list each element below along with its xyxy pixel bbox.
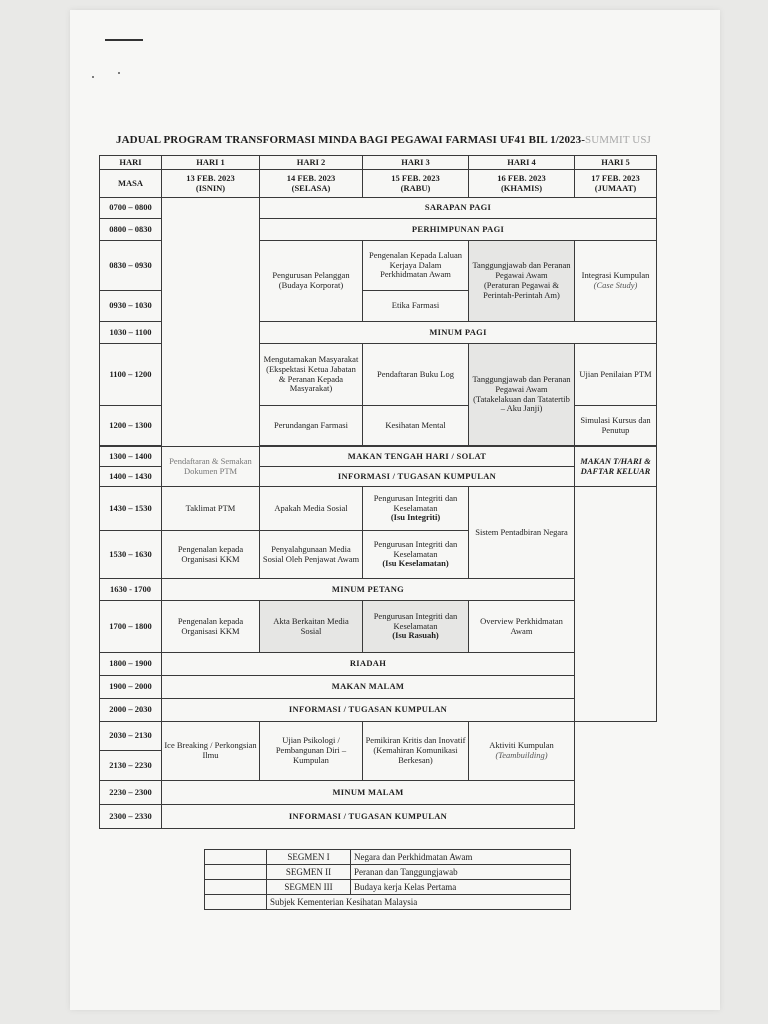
legend-swatch [205,865,267,880]
session-d3-1100: Pendaftaran Buku Log [363,344,469,406]
day-4-date: 16 FEB. 2023 (KHAMIS) [469,170,575,198]
session-d3-1430: Pengurusan Integriti dan Keselamatan (Isu Integriti) [363,487,469,531]
session-d3-0930: Etika Farmasi [363,291,469,322]
legend-swatch [205,850,267,865]
day-1-date: 13 FEB. 2023 (ISNIN) [162,170,260,198]
session-d1-1430: Taklimat PTM [162,487,260,531]
time-slot: 2130 – 2230 [100,751,162,781]
day-5-name: HARI 5 [575,156,657,170]
session-d4-1430: Sistem Pentadbiran Negara [469,487,575,579]
legend-desc: Budaya kerja Kelas Pertama [351,880,571,895]
session-d4-2030: Aktiviti Kumpulan (Teambuilding) [469,722,575,781]
schedule-table [99,155,657,829]
legend-code: SEGMEN II [267,865,351,880]
session-d4-0830: Tanggungjawab dan Peranan Pegawai Awam (Peraturan Pegawai & Perintah-Perintah Am) [469,241,575,322]
time-slot: 2300 – 2330 [100,805,162,829]
title-venue: SUMMIT USJ [585,134,651,146]
band-minum-petang: MINUM PETANG [162,579,575,601]
masa-label: MASA [100,170,162,198]
day-1-empty-morning [162,198,260,447]
band-informasi-2000: INFORMASI / TUGASAN KUMPULAN [162,699,575,722]
pen-mark [105,39,143,41]
segment-legend [204,849,571,910]
session-d1-2030: Ice Breaking / Perkongsian Ilmu [162,722,260,781]
session-d5-1300: MAKAN T/HARI & DAFTAR KELUAR [575,447,657,487]
band-informasi-2300: INFORMASI / TUGASAN KUMPULAN [162,805,575,829]
legend-code: SEGMEN III [267,880,351,895]
speck [118,72,120,74]
time-slot: 1630 - 1700 [100,579,162,601]
band-informasi-1400: INFORMASI / TUGASAN KUMPULAN [260,467,575,487]
time-slot: 1400 – 1430 [100,467,162,487]
session-d1-1300: Pendaftaran & Semakan Dokumen PTM [162,447,260,487]
blank-area [575,722,657,829]
speck [92,76,94,78]
time-slot: 1200 – 1300 [100,406,162,446]
time-slot: 1300 – 1400 [100,447,162,467]
session-d1-1530: Pengenalan kepada Organisasi KKM [162,531,260,579]
day-2-name: HARI 2 [260,156,363,170]
session-d3-1530: Pengurusan Integriti dan Keselamatan (Isu Keselamatan) [363,531,469,579]
band-perhimpunan: PERHIMPUNAN PAGI [260,219,657,241]
session-d2-1530: Penyalahgunaan Media Sosial Oleh Penjawat Awam [260,531,363,579]
time-slot: 2000 – 2030 [100,699,162,722]
day-5-date: 17 FEB. 2023 (JUMAAT) [575,170,657,198]
band-minum-malam: MINUM MALAM [162,781,575,805]
time-slot: 1700 – 1800 [100,601,162,653]
session-d5-1100: Ujian Penilaian PTM [575,344,657,406]
time-slot: 1800 – 1900 [100,653,162,676]
legend-desc: Peranan dan Tanggungjawab [351,865,571,880]
session-d4-1700: Overview Perkhidmatan Awam [469,601,575,653]
time-slot: 2030 – 2130 [100,722,162,751]
day-3-name: HARI 3 [363,156,469,170]
band-minum-pagi: MINUM PAGI [260,322,657,344]
legend-desc: Negara dan Perkhidmatan Awam [351,850,571,865]
day-4-name: HARI 4 [469,156,575,170]
document-title [116,134,651,146]
band-sarapan: SARAPAN PAGI [260,198,657,219]
legend-swatch [205,880,267,895]
day-2-date: 14 FEB. 2023 (SELASA) [260,170,363,198]
session-d2-1700: Akta Berkaitan Media Sosial [260,601,363,653]
session-d2-1430: Apakah Media Sosial [260,487,363,531]
day-1-name: HARI 1 [162,156,260,170]
session-d3-0830: Pengenalan Kepada Laluan Kerjaya Dalam Perkhidmatan Awam [363,241,469,291]
time-slot: 0930 – 1030 [100,291,162,322]
title-main: JADUAL PROGRAM TRANSFORMASI MINDA BAGI PEGAWAI FARMASI UF41 BIL 1/2023- [116,134,586,146]
session-d3-1700: Pengurusan Integriti dan Keselamatan (Isu Rasuah) [363,601,469,653]
session-d2-1100: Mengutamakan Masyarakat (Ekspektasi Ketua Jabatan & Peranan Kepada Masyarakat) [260,344,363,406]
session-d3-1200: Kesihatan Mental [363,406,469,446]
time-slot: 0700 – 0800 [100,198,162,219]
session-d2-1200: Perundangan Farmasi [260,406,363,446]
time-slot: 1100 – 1200 [100,344,162,406]
band-makan-malam: MAKAN MALAM [162,676,575,699]
time-slot: 2230 – 2300 [100,781,162,805]
session-d4-1100: Tanggungjawab dan Peranan Pegawai Awam (Tatakelakuan dan Tatatertib – Aku Janji) [469,344,575,446]
session-d3-2030: Pemikiran Kritis dan Inovatif (Kemahiran Komunikasi Berkesan) [363,722,469,781]
session-d2-2030: Ujian Psikologi / Pembangunan Diri – Kumpulan [260,722,363,781]
band-makan-tengah: MAKAN TENGAH HARI / SOLAT [260,447,575,467]
session-d5-1200: Simulasi Kursus dan Penutup [575,406,657,446]
session-d1-1700: Pengenalan kepada Organisasi KKM [162,601,260,653]
band-riadah: RIADAH [162,653,575,676]
session-d2-0830: Pengurusan Pelanggan (Budaya Korporat) [260,241,363,322]
time-slot: 1900 – 2000 [100,676,162,699]
time-slot: 0830 – 0930 [100,241,162,291]
time-slot: 1030 – 1100 [100,322,162,344]
session-d5-0830: Integrasi Kumpulan (Case Study) [575,241,657,322]
legend-desc-kkm: Subjek Kementerian Kesihatan Malaysia [267,895,571,910]
time-slot: 1530 – 1630 [100,531,162,579]
legend-swatch [205,895,267,910]
time-slot: 0800 – 0830 [100,219,162,241]
time-slot: 1430 – 1530 [100,487,162,531]
day-3-date: 15 FEB. 2023 (RABU) [363,170,469,198]
legend-code: SEGMEN I [267,850,351,865]
day-5-empty-afternoon [575,487,657,722]
hari-label: HARI [100,156,162,170]
